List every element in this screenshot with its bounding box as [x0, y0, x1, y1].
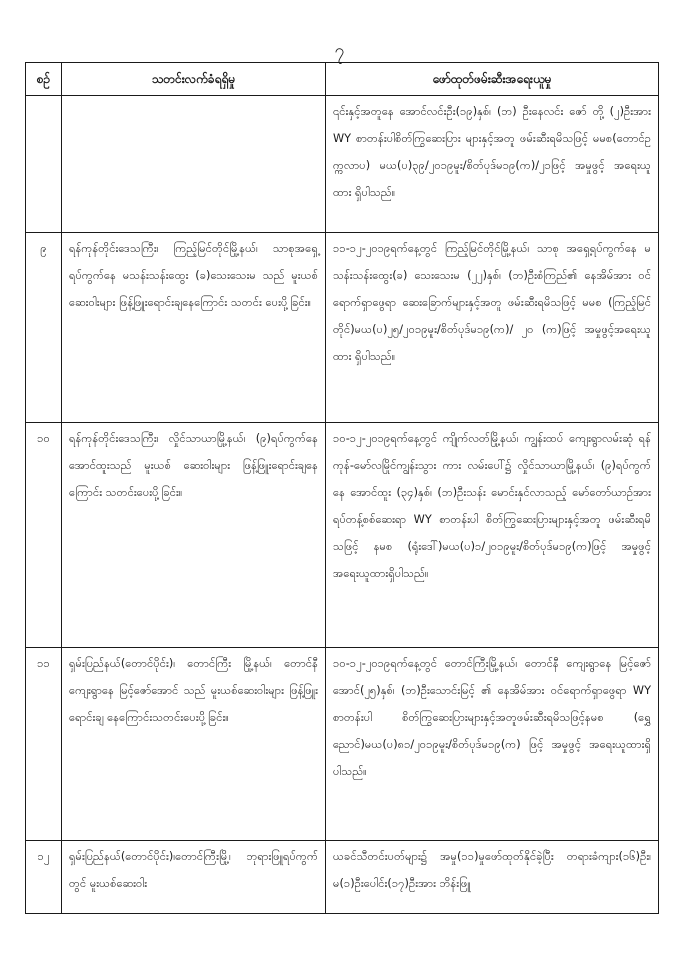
table-row	[26, 423, 659, 648]
report-table	[25, 62, 659, 914]
row-information: ရန်ကုန်တိုင်းဒေသကြီး၊ လှိုင်သာယာမြို့နယ်၊ (၉)ရပ်ကွက်နေ အောင်ထူးသည် မူးယစ် ဆေးဝါးများ ဖြန့်ဖြူးရောင်းချနေကြောင်း သတင်းပေးပို့ခြင်း။	[62, 423, 326, 648]
table-row	[26, 233, 659, 423]
row-action: ၁၀-၁၂-၂၀၁၉ရက်နေ့တွင် ကျိုက်လတ်မြို့နယ်၊ ကျွန်းထပ် ကျေးရွာလမ်းဆုံ ရန်ကုန်-မော်လမြိုင်ကျွန်းသွား ကား လမ်းပေါ်၌ လှိုင်သာယာမြို့နယ်၊ (၉)ရပ်ကွက်နေ အောင်ထူး (၃၄)နှစ်၊ (ဘ)ဦးသန်း မောင်းနှင်လာသည့် မော်တော်ယာဉ်အား ရပ်တန့်စစ်ဆေးရာ WY စာတန်းပါ စိတ်ကြွဆေးပြားများနှင့်အတူ ဖမ်းဆီးရမိသဖြင့် နမစ (ရုံးဒေါ်)မယ(ပ)၁/၂၀၁၉မူး/စိတ်ပုဒ်မ၁၉(က)ဖြင့် အမှုဖွင့် အရေးယူထားရှိပါသည်။	[326, 423, 659, 648]
row-action: ၁၁-၁၂-၂၀၁၉ရက်နေ့တွင် ကြည့်မြင်တိုင်မြို့နယ်၊ သာစု အရှေ့ရပ်ကွက်နေ မသန်းသန်းထွေး(ခ) သေးသေးမ (၂၂)နှစ်၊ (ဘ)ဦးစံကြည်၏ နေအိမ်အား ဝင်ရောက်ရှာဖွေရာ ဆေးခြောက်များနှင့်အတူ ဖမ်းဆီးရမိသဖြင့် မမစ (ကြည့်မြင်တိုင်)မယ(ပ)၂၅/၂၀၁၉မူး/စိတ်ပုဒ်မ၁၉(က)/ ၂၀ (က)ဖြင့် အမှုဖွင့်အရေးယူထား ရှိပါသည်။	[326, 233, 659, 423]
table-row	[26, 96, 659, 233]
row-information: ရှမ်းပြည်နယ်(တောင်ပိုင်း)၊တောင်ကြီးမြို့၊ ဘုရားဖြူရပ်ကွက်တွင် မူးယစ်ဆေးဝါး	[62, 841, 326, 914]
row-number: ၉	[26, 233, 62, 423]
row-action: ၎င်းနှင့်အတူနေ အောင်လင်းဦး(၁၉)နှစ်၊ (ဘ) ဦးနေလင်း ဇော် တို့ (၂)ဦးအား WY စာတန်းပါစိတ်ကြွဆေးပြား များနှင့်အတူ ဖမ်းဆီးရမိသဖြင့် မမစ(တောင်ဥက္ကလာပ) မယ(ပ)၃၉/၂၀၁၉မူး/စိတ်ပုဒ်မ၁၉(က)/၂၁ဖြင့် အမှုဖွင့် အရေးယူထား ရှိပါသည်။	[326, 96, 659, 233]
table-header-row	[26, 63, 659, 96]
row-information	[62, 96, 326, 233]
header-information-received: သတင်းလက်ခံရရှိမှု	[62, 63, 326, 96]
row-action: ယခင်သီတင်းပတ်များ၌ အမှု(၁၁)မှုဖော်ထုတ်နိုင်ခဲ့ပြီး တရားခံကျား(၁၆)ဦး၊မ(၁)ဦးပေါင်း(၁၇)ဦးအား ဘိန်းဖြူ	[326, 841, 659, 914]
row-information: ရှမ်းပြည်နယ်(တောင်ပိုင်း)၊ တောင်ကြီး မြို့နယ်၊ တောင်နီကျေးရွာနေ မြင့်ဇော်အောင် သည် မူးယစ်ဆေးဝါးများ ဖြန့်ဖြူးရောင်းချ နေကြောင်းသတင်းပေးပို့ခြင်း။	[62, 648, 326, 841]
header-arrest-action: ဖော်ထုတ်ဖမ်းဆီးအရေးယူမှု	[326, 63, 659, 96]
row-number: ၁၁	[26, 648, 62, 841]
row-action: ၁၀-၁၂-၂၀၁၉ရက်နေ့တွင် တောင်ကြီးမြို့နယ်၊ တောင်နီ ကျေးရွာနေ မြင့်ဇော်အောင်(၂၅)နှစ်၊ (ဘ)ဦးသောင်းမြင့် ၏ နေအိမ်အား ဝင်ရောက်ရှာဖွေရာ WY စာတန်းပါ စိတ်ကြွဆေးပြားများနှင့်အတူဖမ်းဆီးရမိသဖြင့်နမစ (ရွှေညောင်)မယ(ပ)၈၁/၂၀၁၉မူး/စိတ်ပုဒ်မ၁၉(က) ဖြင့် အမှုဖွင့် အရေးယူထားရှိပါသည်။	[326, 648, 659, 841]
row-number: ၁၀	[26, 423, 62, 648]
page-number: ၇	[334, 40, 345, 61]
row-information: ရန်ကုန်တိုင်းဒေသကြီး၊ ကြည့်မြင်တိုင်မြို့နယ်၊ သာစုအရှေ့ရပ်ကွက်နေ မသန်းသန်းထွေး (ခ)သေးသေးမ သည် မူးယစ်ဆေးဝါးများ ဖြန့်ဖြူးရောင်းချနေကြောင်း သတင်း ပေးပို့ခြင်း။	[62, 233, 326, 423]
header-serial: စဉ်	[26, 63, 62, 96]
row-number: ၁၂	[26, 841, 62, 914]
table-row	[26, 648, 659, 841]
table-row	[26, 841, 659, 914]
row-number	[26, 96, 62, 233]
